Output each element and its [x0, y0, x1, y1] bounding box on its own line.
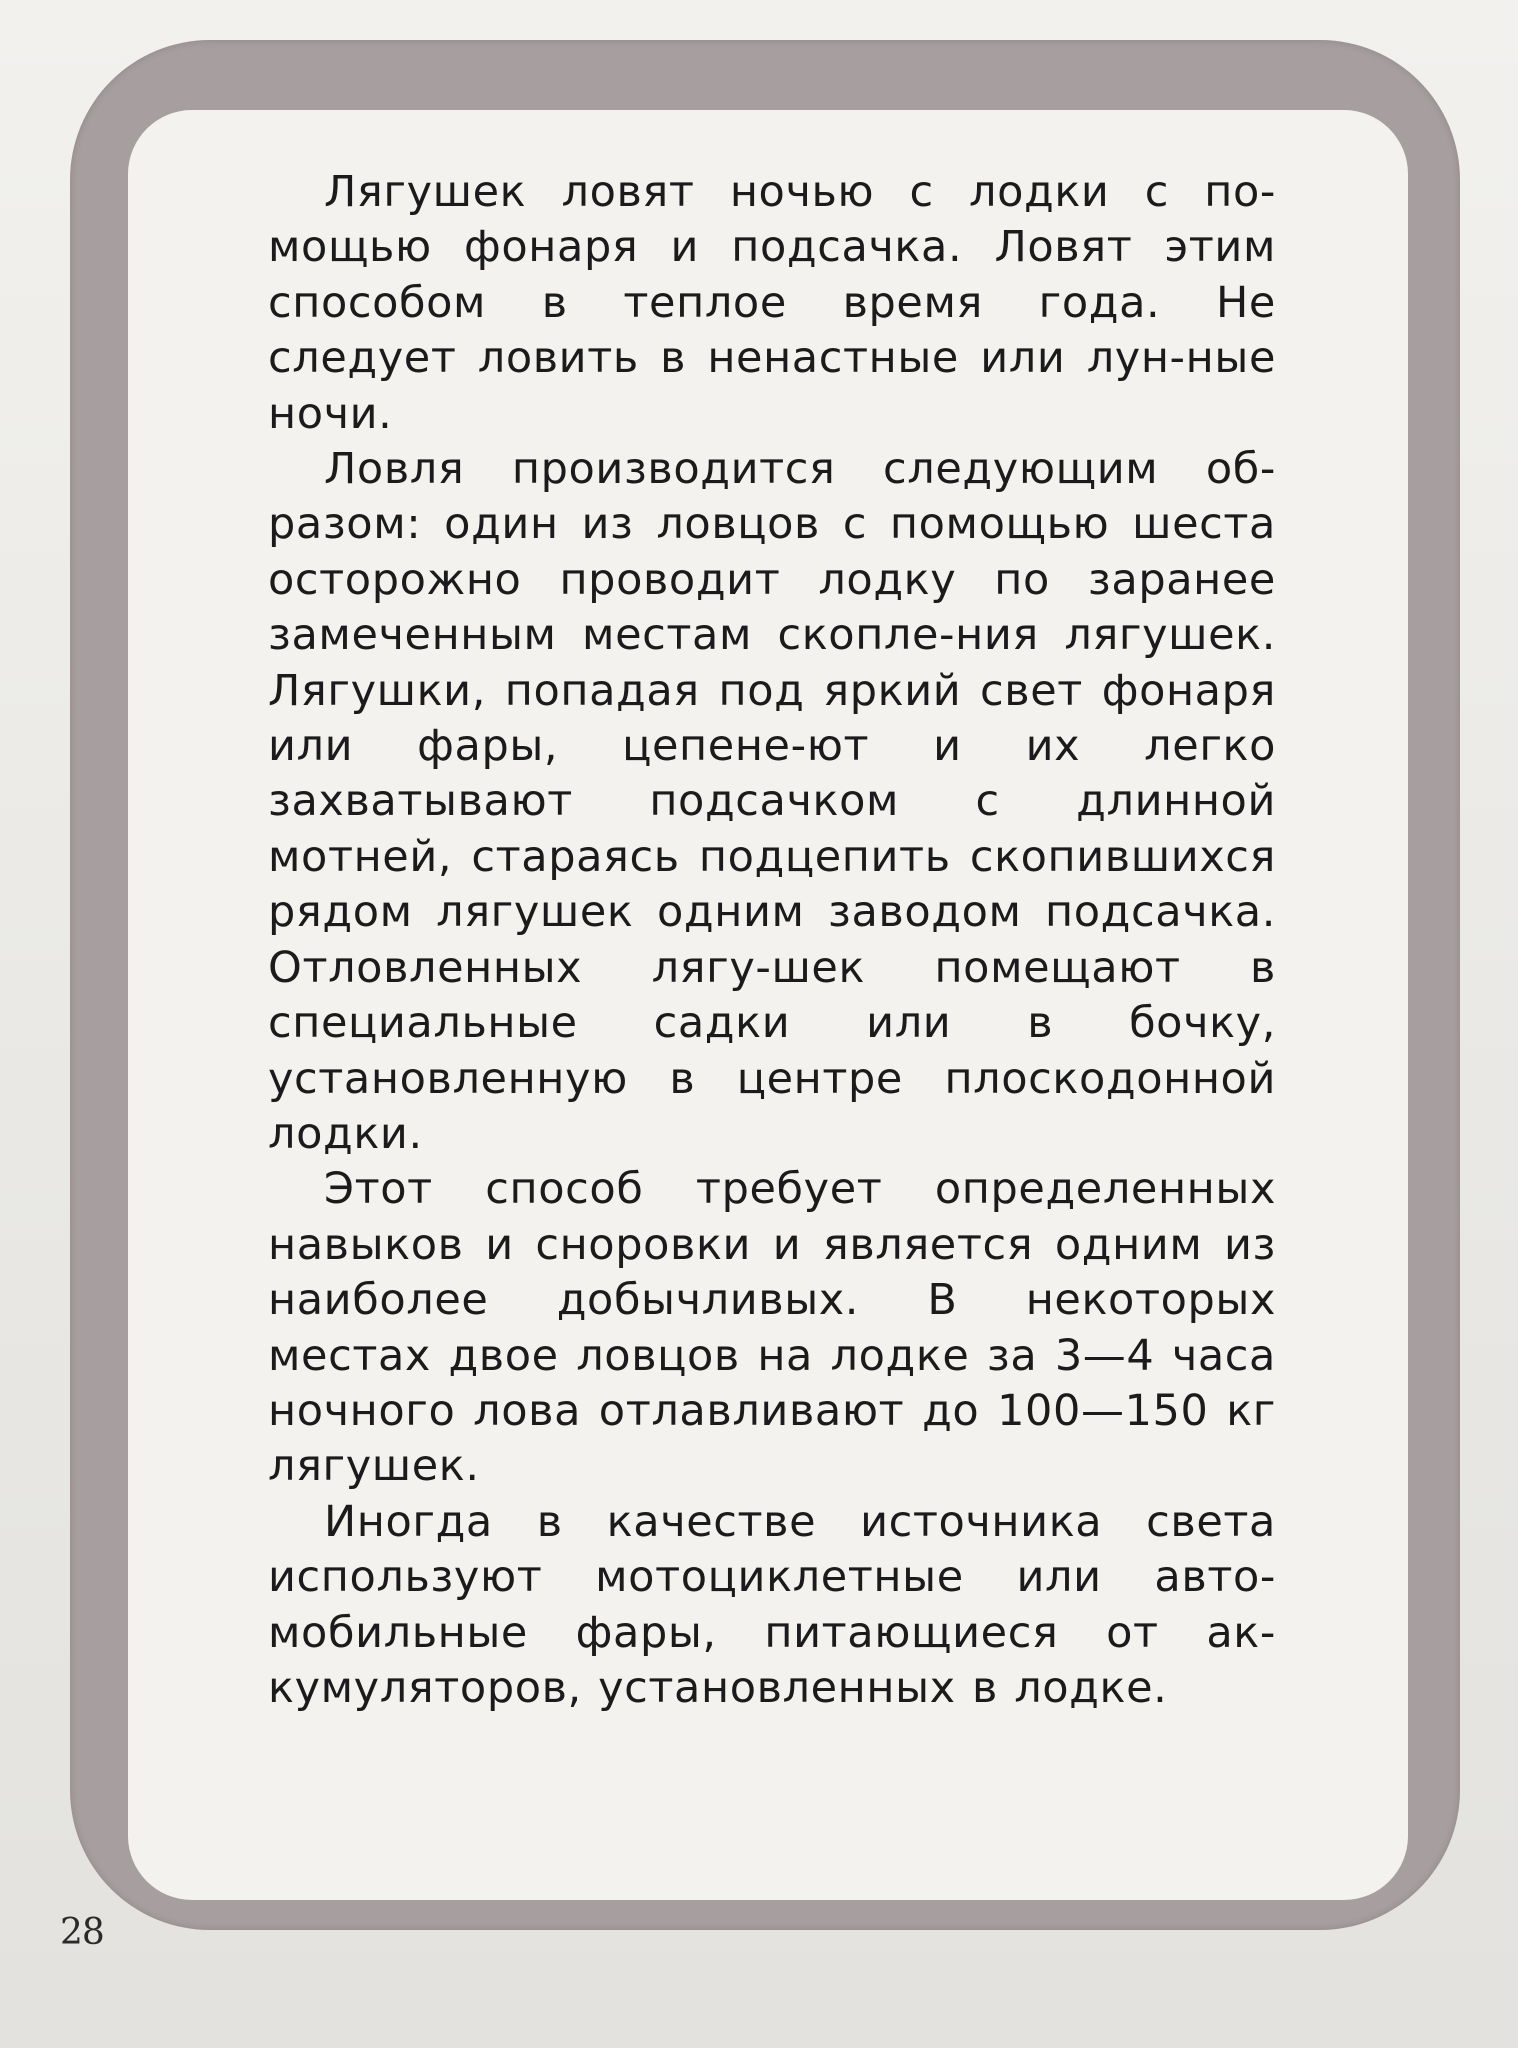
- paragraph-1: Лягушек ловят ночью с лодки с по-мощью фонаря и подсачка. Ловят этим способом в теплое время года. Не следует ловить в ненастные или лун-ные ночи.: [268, 167, 1276, 439]
- paragraph-3: Этот способ требует определенных навыков и сноровки и является одним из наиболее добычливых. В некоторых местах двое ловцов на лодке за 3—4 часа ночного лова отлавливают до 100—150 кг лягушек.: [268, 1164, 1276, 1492]
- body-text: [268, 165, 1276, 1716]
- paragraph-2: Ловля производится следующим об-разом: один из ловцов с помощью шеста осторожно проводит лодку по заранее замеченным местам скопле-ния лягушек. Лягушки, попадая под яркий свет фонаря или фары, цепене-ют и их легко захватывают подсачком с длинной мотней, стараясь подцепить скопившихся рядом лягушек одним заводом подсачка. Отловленных лягу-шек помещают в специальные садки или в бочку, установленную в центре плоскодонной лодки.: [268, 444, 1276, 1159]
- paragraph-4: Иногда в качестве источника света используют мотоциклетные или авто-мобильные фары, питающиеся от ак-кумуляторов, установленных в лодке.: [268, 1496, 1276, 1713]
- page-number: 28: [60, 1912, 104, 1953]
